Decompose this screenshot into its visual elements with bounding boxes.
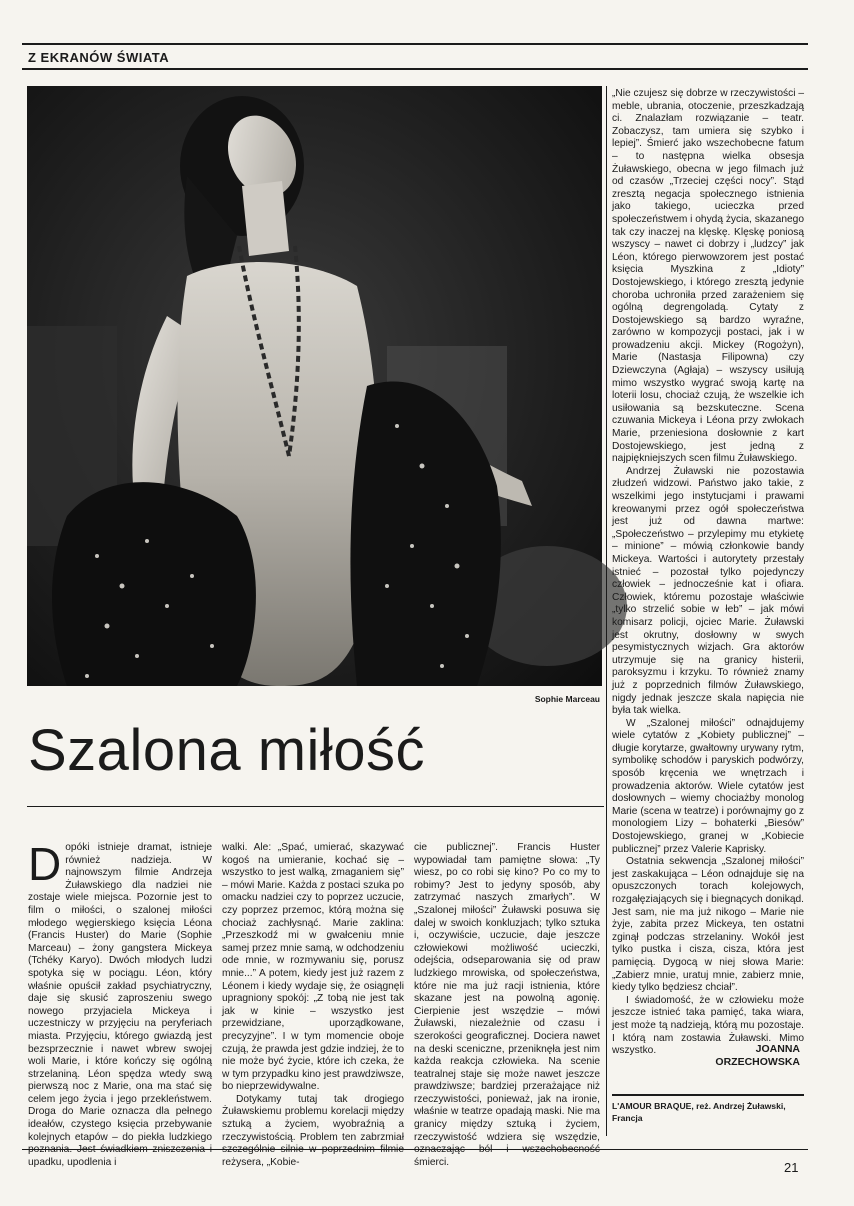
column-2-paragraph-2: Dotykamy tutaj tak drogiego Żuławskiemu problemu korelacji między sztuką a życiem, wyobraźnią a rzeczywistością. Problem ten zabrzmiał reżysera, „Kobie- bbox=[222, 1093, 404, 1168]
column-1-text: opóki istnieje dramat, istnieje również nadzieja. W najnowszym filmie Andrzeja Żuławskiego dla nadziei nie zostaje wiele miejsca. Pozornie jest to film o miłości, o szalonej miłości młodego węgierskiego księcia Léona (Francis Huster) do Marie (Sophie Marceau) – żony gangstera Mickeya (Tchéky Karyo). Dwóch młodych ludzi spotyka się w pociągu. Léon, który właśnie opuścił zakład psychiatryczny, daje się skusić zaproszeniu swego nowego przyjaciela Mickeya i uczestniczy w przyjęciu na peryferiach miasta. Przyjęciu, którego gwiazdą jest bezsprzecznie i nawet wbrew swojej woli Marie, i które kończy się ogólną strzelaniną. Léon spędza wtedy swą pierwszą noc z Marie, ona ma stać się celem jego życia i jego przekleństwem. Droga do Marie oznacza dla pełnego ideałów, czystego księcia przebywanie kolejnych etapów – do piekła ludzkiego upadku, upodlenia i bbox=[28, 842, 212, 1168]
column-4-paragraph-2: Andrzej Żuławski nie pozostawia złudzeń widzowi. Państwo jako takie, z wszelkimi jego instytucjami i prawami kreowanymi przez ogół społeczeństwa jest już od dawna martwe: „Społeczeństwo – przylepimy mu etykietę – minione” – mówią członkowie bandy Mickeya. Wartości i autorytety przestały istnieć – pozostał tylko pojedynczy człowiek – jednocześnie kat i ofiara. Człowiek, któremu pozostaje właściwie „tylko strzelić sobie w łeb” – jak mówi komisarz policji, ojciec Marie. Żuławski jest okrutny, dosłowny w swych pesymistycznych wizjach. Gra aktorów utrzymuje się na granicy histerii, paroksyzmu i krzyku. To również znamy już z poprzednich filmów Żuławskiego, nigdy jednak jeszcze skala napięcia nie była tak wielka. bbox=[612, 465, 804, 717]
page-number: 21 bbox=[784, 1160, 799, 1175]
column-4-paragraph-4: Ostatnia sekwencja „Szalonej miłości” jest zaskakująca – Léon odnajduje się na opuszczonych torach kolejowych, rozgałęziających się i biegnących donikąd. Jest sam, nie ma już nikogo – Marie nie żyje, zabita przez Mickeya, ten ostatni zginął podczas strzelaniny. Wokół jest tylko pustka i cisza, cisza, która jest pamięcią. Dygocą w niej słowa Marie: „Zabierz mnie, uratuj mnie, zabierz mnie, kiedy tylko będziesz chciał”. bbox=[612, 856, 804, 994]
author-first-name: JOANNA bbox=[755, 1043, 800, 1055]
column-2-paragraph-1: walki. Ale: „Spać, umierać, skazywać kogoś na umieranie, kochać się – wszystko to jest walką, zmaganiem się” – mówi Marie. Każda z postaci szuka po omacku nadziei czy to poprzez uczucie, czy poprzez przemoc, którą można się chociaż zachłysnąć. Marie zaklina: „Przeszkodź mi w gwałceniu mnie samej przez mnie samą, w odchodzeniu ode mnie, w rozmywaniu się, porusz mnie...” A potem, kiedy jest już razem z Léonem i kiedy wydaje się, że osiągnęli upragniony spokój: „Z tobą nie jest tak jak w kinie – wszystko jest przewidziane, uporządkowane, precyzyjne”. I w tym momencie oboje czują, że prawda jest gdzie indziej, że to nie może być życie, które ich czeka, że w tym przypadku kino jest prawdziwsze, bo nieprzewidywalne. bbox=[222, 842, 404, 1093]
column-3-text: cie publicznej”. Francis Huster wypowiadał tam pamiętne słowa: „Ty wiesz, po co robi się kino? Po co my to robimy? Jest to jedyny sposób, aby zatrzymać naszych zmarłych”. W „Szalonej miłości” Żuławski posuwa się dalej w swoich konkluzjach; tylko sztuka i, oczywiście, uczucie, daje jeszcze człowiekowi możliwość ucieczki, odejścia, odseparowania się od praw ludzkiego mrowiska, od społeczeństwa, które nie ma już racji istnienia, które skazane jest na powolną agonię. Cierpienie jest wszędzie – mówi Żuławski, niezależnie od czasu i szerokości geograficznej. Dociera nawet na deski sceniczne, przeniknęła jest nim każda reakcja człowieka. Na scenie teatralnej staje się może nawet jeszcze prawdziwsze; bardziej przerażające niż rzeczywistości, ponieważ, jak na ironie, właśnie w teatrze opadają maski. Nie ma granicy między sztuką i życiem, rzeczywistość wdziera się wszędzie, śmierci. bbox=[414, 842, 600, 1168]
column-4-paragraph-5: I świadomość, że w człowieku może jeszcze istnieć taka pamięć, taka wiara, jest może tą nadzieją, którą mu pozostaje. I którą nam zostawia Żuławski. Mimo wszystko. bbox=[612, 994, 804, 1057]
photo-caption: Sophie Marceau bbox=[534, 694, 600, 704]
author-byline bbox=[612, 1043, 800, 1069]
column-4-paragraph-1: „Nie czujesz się dobrze w rzeczywistości – meble, ubrania, otoczenie, przeszkadzają ci. Znalazłam rozwiązanie – teatr. Zobaczysz, tam umiera się szybko i lepiej”. Śmierć jako wszechobecne fatum – to następna wielka obsesja Żuławskiego, obecna w jego filmach już od czasów „Trzeciej części nocy”. Stąd zresztą negacja społecznego istnienia jako takiego, ucieczka przed społeczeństwem i ohydą życia, skazanego tak czy inaczej na klęskę. Klęskę poniosą wszyscy – nawet ci dobrzy i „ludzcy” jak Léon, którego pierwowzorem jest postać księcia Myszkina z „Idioty” Dostojewskiego, i którego zresztą jedynie choroba uchroniła przed zarażeniem się ogólną degrengoladą. Cytaty z Dostojewskiego są bardzo wyraźne, zarówno w kompozycji postaci, jak i w prowadzeniu akcji. Mickey (Rogożyn), Marie (Nastasja Filipowna) czy Dziewczyna (Agłaja) – wszyscy usiłują mimo wszystko wygrać swoją kartę na loterii losu, chociaż czują, że wszelkie ich usiłowania są bezskuteczne. Scena czuwania Mickeya i Léona przy zwłokach Marie, przeniesiona dosłownie z kart Dostojewskiego, jest jedną z najpiękniejszych scen filmu Żuławskiego. bbox=[612, 88, 804, 465]
article-column-3 bbox=[414, 842, 600, 1168]
title-rule bbox=[27, 806, 604, 807]
header-rule-top bbox=[22, 43, 808, 45]
section-title: Z EKRANÓW ŚWIATA bbox=[28, 50, 170, 65]
film-credit: L'AMOUR BRAQUE, reż. Andrzej Żuławski, Francja bbox=[612, 1101, 786, 1123]
column-divider bbox=[606, 86, 607, 1136]
column-4-paragraph-3: W „Szalonej miłości” odnajdujemy wiele cytatów z „Kobiety publicznej” – długie korytarze, gwałtowny urywany rytm, symbolikę schodów i paryskich podwórzy, sposób kręcenia we wnętrzach i prowadzenia aktorów. Wiele cytatów jest dosłownych – wiemy chociażby monolog Marie (scena w teatrze) i porównajmy go z monologiem Lizy – bohaterki „Biesów” Dostojewskiego, granej w „Kobiecie publicznej” przez Valerie Kaprisky. bbox=[612, 717, 804, 855]
author-last-name: ORZECHOWSKA bbox=[715, 1056, 800, 1068]
photo-sophie-marceau bbox=[27, 86, 602, 686]
footer-rule bbox=[22, 1149, 808, 1150]
header-rule-bottom bbox=[22, 68, 808, 70]
credit-rule bbox=[612, 1094, 804, 1096]
photo-illustration bbox=[27, 86, 602, 686]
drop-cap: D bbox=[28, 838, 62, 890]
article-column-2 bbox=[222, 842, 404, 1168]
article-column-1 bbox=[28, 838, 212, 1168]
article-title: Szalona miłość bbox=[28, 718, 426, 783]
